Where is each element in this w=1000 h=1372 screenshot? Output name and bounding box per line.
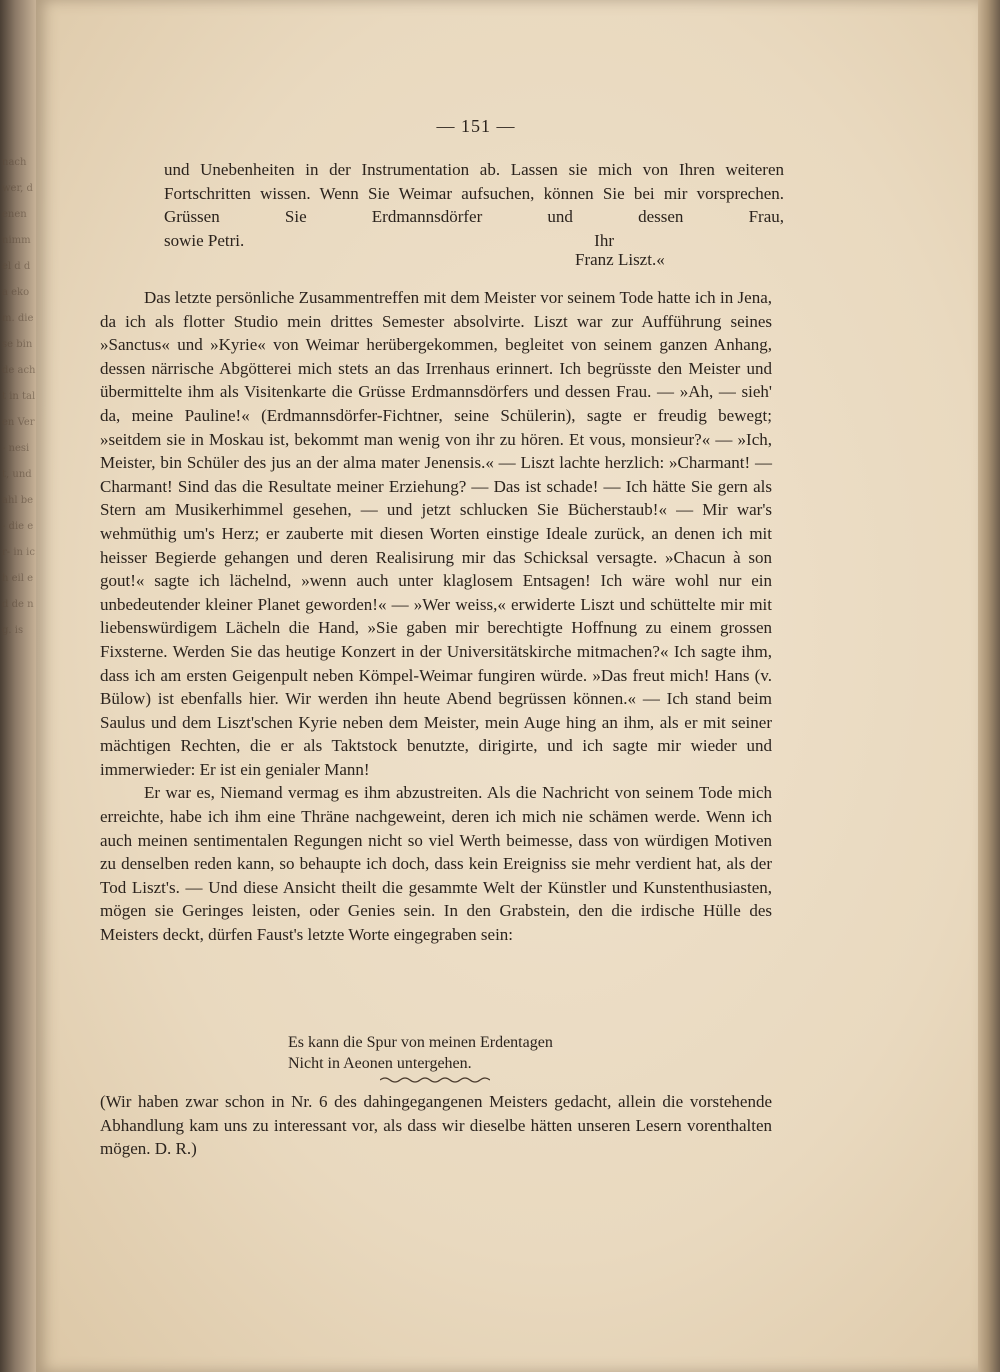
editor-note-text: (Wir haben zwar schon in Nr. 6 des dahingegangenen Meisters gedacht, allein die vorstehende Abhandlung kam uns zu interessant vor, als dass wir dieselbe hätten unseren Lesern vorenthalten mögen. D. R.): [100, 1092, 772, 1158]
letter-closing-line: [164, 229, 784, 253]
paragraph-reunion: Das letzte persönliche Zusammentreffen mit dem Meister vor seinem Tode hatte ich in Jena, da ich als flotter Studio mein drittes Semester absolvirte. Liszt war zur Aufführung seines »Sanctus« und »Kyrie« von Weimar herübergekommen, begleitet von seinem ganzen Anhang, dessen närrische Abgötterei mich stets an das Irrenhaus erinnert. Ich begrüsste den Meister und übermittelte ihm als Visitenkarte die Grüsse Erdmannsdörfers und dessen Frau. — »Ah, — sieh' da, meine Pauline!« (Erdmannsdörfer-Fichtner, seine Schülerin), sagte er freudig bewegt; »seitdem sie in Moskau ist, bekommt man wenig von ihr zu hören. Et vous, monsieur?« — »Ich, Meister, bin Schüler des jus an der alma mater Jenensis.« — Liszt lachte herzlich: »Charmant! — Charmant! Sind das die Resultate meiner Erziehung? — Das ist schade! — Ich hätte Sie gern als Stern am Musikerhimmel gesehen, — und jetzt schlucken Sie Bücherstaub!« — Mir war's wehmüthig um's Herz; er zauberte mit diesen Worten einstige Ideale zurück, an denen ich mit heisser Begierde gehangen und deren Realisirung mir das Schicksal versagte. »Chacun à son gout!« sagte ich lächelnd, »wenn auch unter klaglosem Entsagen! Ich wäre wohl nur ein unbedeutender kleiner Planet geworden!« — »Wer weiss,« erwiderte Liszt und schüttelte mir mit liebenswürdigem Lächeln die Hand, »Sie gaben mir berechtigte Hoffnung zu einem grossen Fixsterne. Werden Sie das heutige Konzert in der Universitätskirche mitmachen?« Ich sagte ihm, dass ich am ersten Geigenpult neben Kömpel-Weimar fungiren würde. »Das freut mich! Hans (v. Bülow) ist ebenfalls hier. Wir werden ihn heute Abend begrüssen können.« — Ich stand beim Saulus und dem Liszt'schen Kyrie neben dem Meister, mein Auge hing an ihm, als er mit seiner mächtigen Rechten, die er als Taktstock benutzte, dirigirte, und ich sagte mir wieder und immerwieder: Er ist ein genialer Mann!: [100, 288, 772, 779]
main-text: [100, 286, 772, 947]
letter-signature: Franz Liszt.«: [575, 250, 665, 269]
faust-quote: [288, 1032, 553, 1074]
ornamental-divider: [380, 1076, 490, 1084]
facing-page-bleedthrough: nach wer, denen nimmel d da ekom. diese binde acht in talen Ver- nesit, und ahl be- die er- in ich eil ed de ng. is: [2, 157, 36, 636]
letter-paragraph: und Unebenheiten in der Instrumentation ab. Lassen sie mich von Ihren weiteren Fortschritten wissen. Wenn Sie Weimar aufsuchen, können Sie bei mir vorsprechen. Grüssen Sie Erdmannsdörfer und dessen Frau,: [164, 160, 784, 226]
letter-closing-left: sowie Petri.: [164, 230, 245, 250]
book-page: [36, 0, 978, 1372]
editor-note: [100, 1090, 772, 1161]
page-edge: [978, 0, 1000, 1372]
paragraph-tribute: Er war es, Niemand vermag es ihm abzustreiten. Als die Nachricht von seinem Tode mich erreichte, habe ich ihm eine Thräne nachgeweint, deren ich mich nie schämen werde. Wenn ich auch meinen sentimentalen Regungen nicht so viel Werth beimesse, dass von würdigen Motiven zu denselben reden kann, so behaupte ich doch, dass kein Ereigniss sie mehr verdient hat, als der Tod Liszt's. — Und diese Ansicht theilt die gesammte Welt der Künstler und Kunstenthusiasten, mögen sie Geringes leisten, oder Genies sein. In den Grabstein, den die irdische Hülle des Meisters deckt, dürfen Faust's letzte Worte eingegraben sein:: [100, 783, 772, 945]
letter-closing-right: Ihr: [594, 230, 614, 250]
letter-ending: [164, 158, 784, 252]
faust-quote-line-1: Es kann die Spur von meinen Erdentagen: [288, 1034, 553, 1051]
page-number: — 151 —: [436, 116, 516, 136]
faust-quote-line-2: Nicht in Aeonen untergehen.: [288, 1055, 472, 1072]
